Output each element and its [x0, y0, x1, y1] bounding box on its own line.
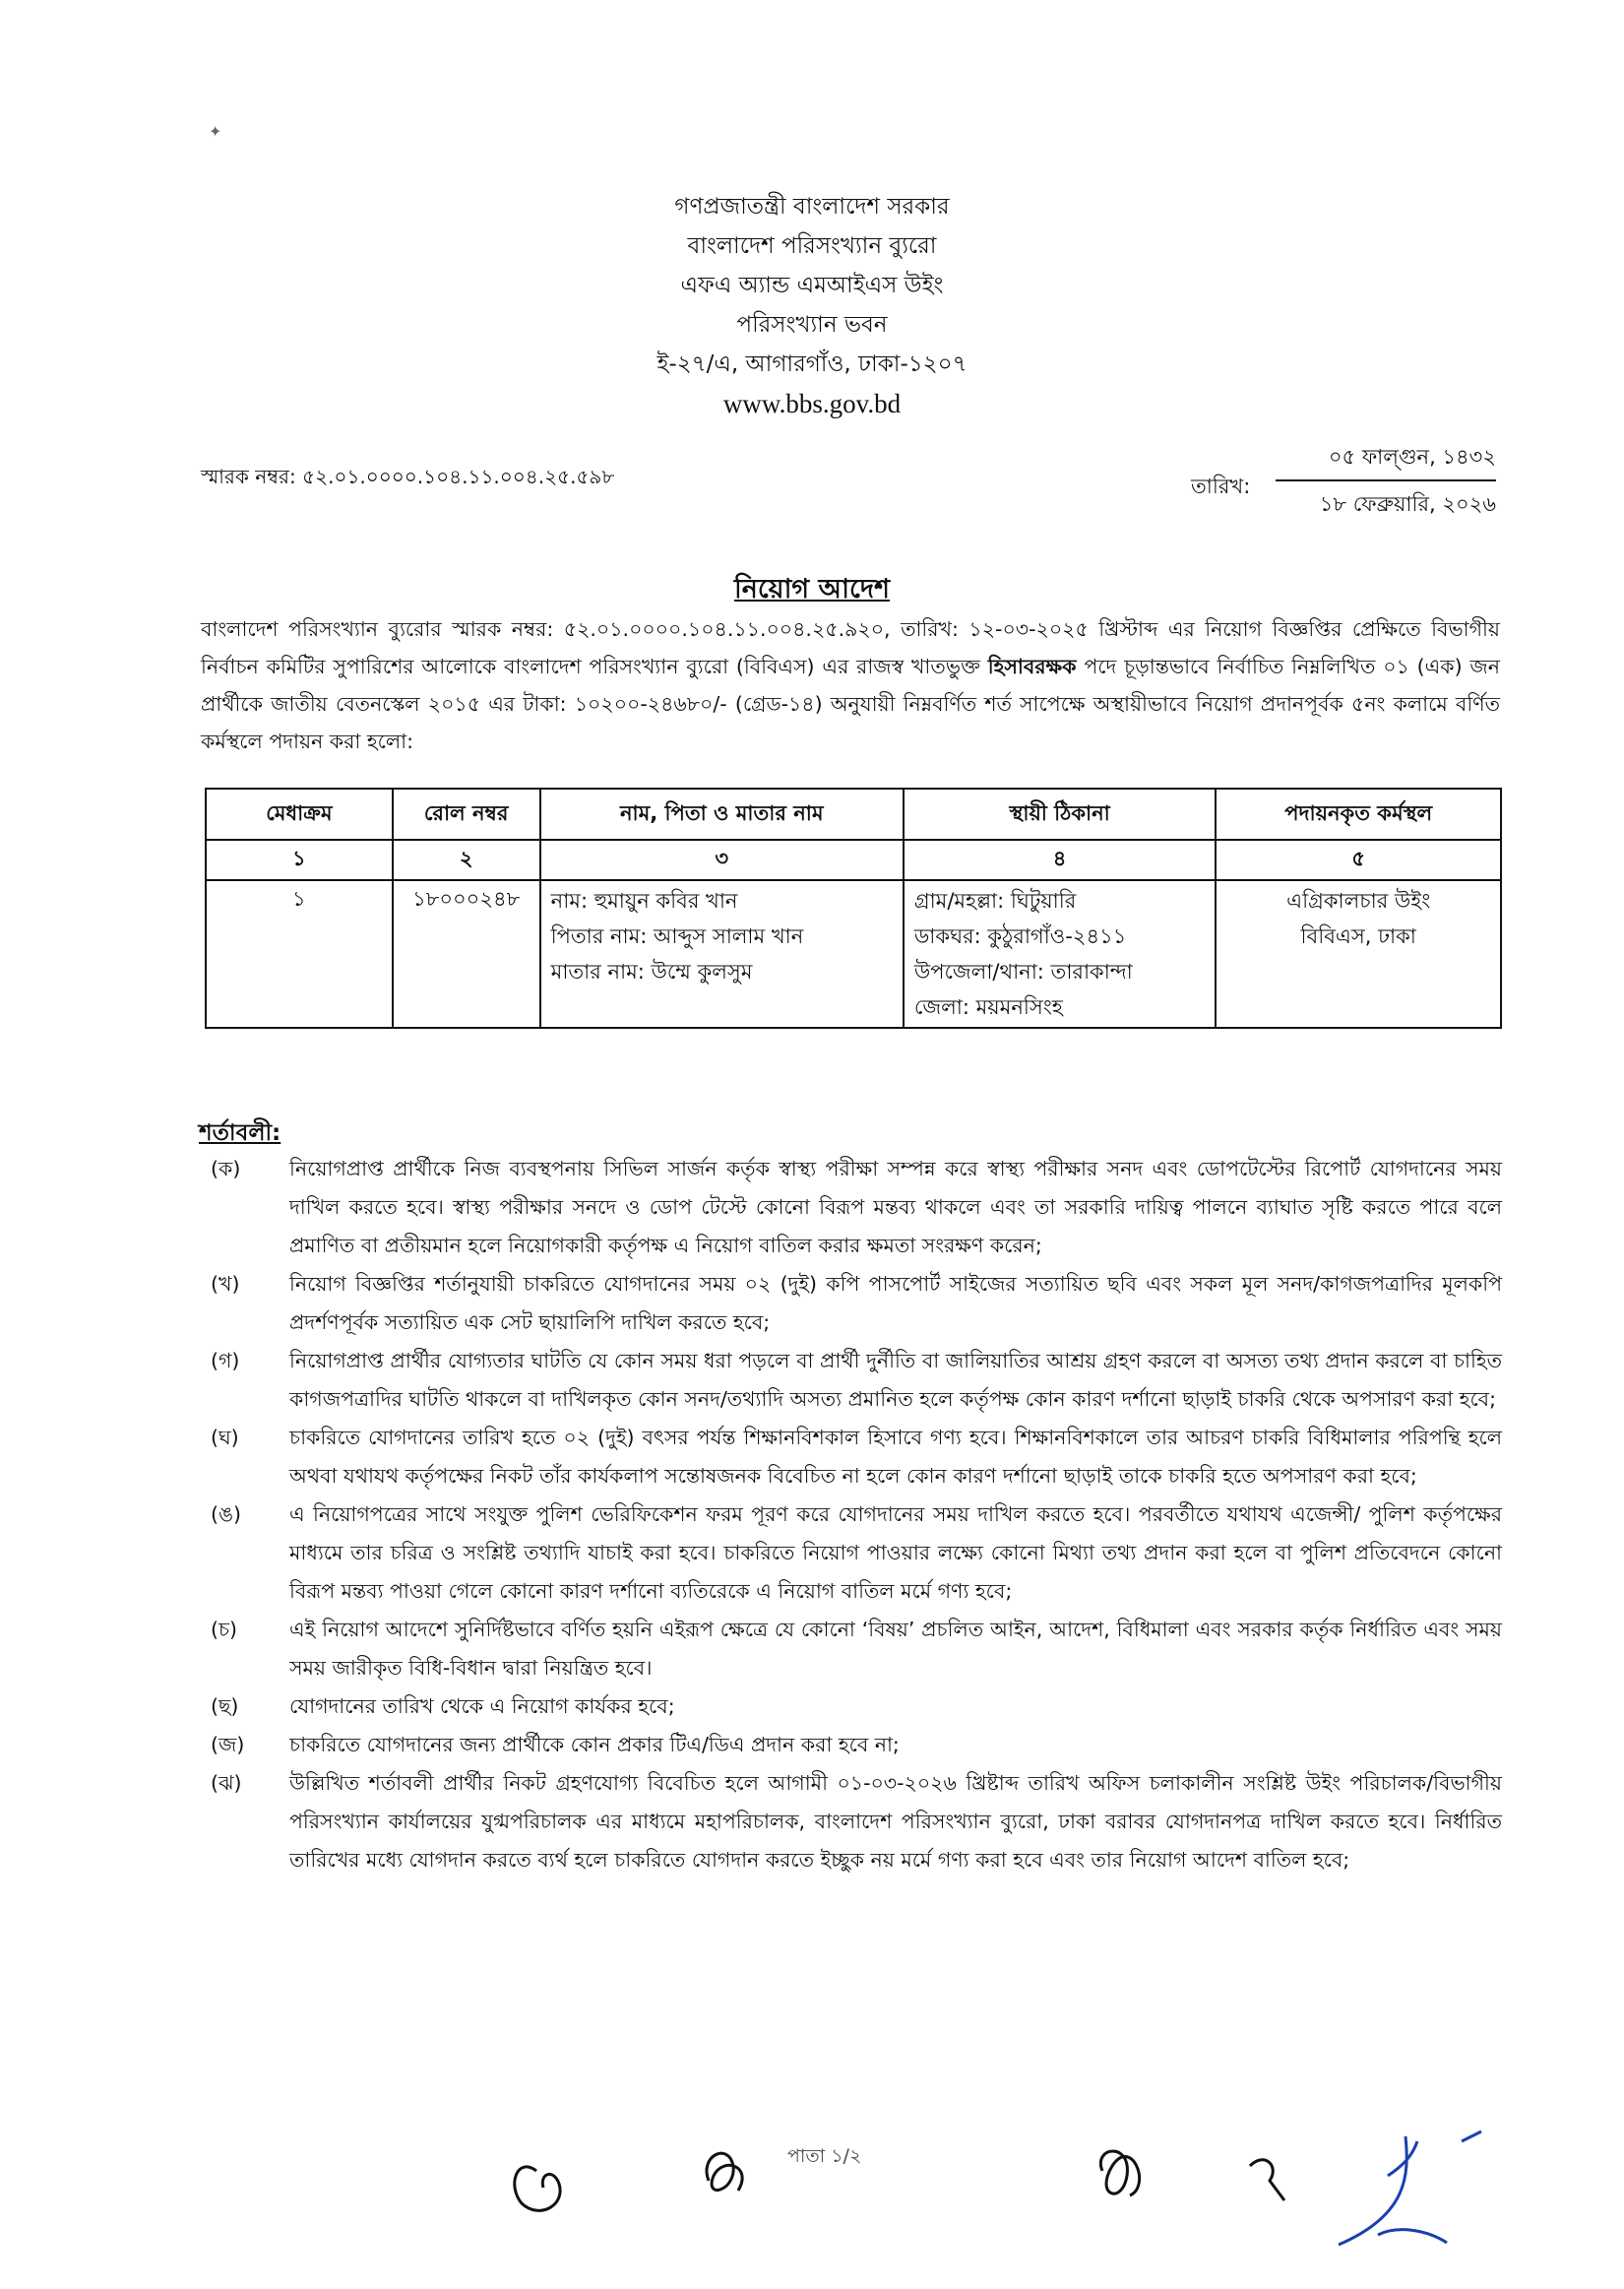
- condition-marker: (ঝ): [211, 1771, 242, 1795]
- condition-item: [201, 1342, 1502, 1419]
- initial-mark-1: [515, 2167, 560, 2210]
- page-title: নিয়োগ আদেশ: [733, 574, 891, 604]
- date-english: ১৮ ফেব্রুয়ারি, ২০২৬: [1319, 492, 1496, 516]
- condition-text: যোগদানের তারিখ থেকে এ নিয়োগ কার্যকর হবে;: [289, 1694, 675, 1718]
- header-workplace: পদায়নকৃত কর্মস্থল: [1216, 789, 1501, 840]
- condition-marker: (চ): [211, 1618, 238, 1641]
- cell-address: [904, 880, 1217, 1028]
- workplace-line1: এগ্রিকালচার উইং: [1286, 889, 1431, 913]
- conditions-list: [201, 1150, 1502, 1879]
- conditions-heading: শর্তাবলী:: [199, 1120, 281, 1146]
- condition-item: [201, 1419, 1502, 1495]
- initial-mark-3: [1100, 2151, 1139, 2195]
- address-district: জেলা: ময়মনসিংহ: [913, 995, 1063, 1019]
- condition-marker: (ঘ): [211, 1426, 239, 1449]
- condition-text: নিয়োগপ্রাপ্ত প্রার্থীকে নিজ ব্যবস্থপনায় সিভিল সার্জন কর্তৃক স্বাস্থ্য পরীক্ষা সম্পন্ন করে স্বাস্থ্য পরীক্ষার সনদ এবং ডোপটেস্টের রিপোর্ট যোগদানের সময় দাখিল করতে হবে। স্বাস্থ্য পরীক্ষার সনদে ও ডোপ টেস্টে কোনো বিরূপ মন্তব্য থাকলে এবং তা সরকারি দায়িত্ব পালনে ব্যাঘাত সৃষ্টি করতে পারে বলে প্রমাণিত বা প্রতীয়মান হলে নিয়োগকারী কর্তৃপক্ষ এ নিয়োগ বাতিল করার ক্ষমতা সংরক্ষণ করেন;: [289, 1157, 1502, 1257]
- date-block: [1191, 441, 1496, 530]
- handwritten-initials: [0, 2097, 1624, 2274]
- table-row: [206, 880, 1501, 1028]
- col-num-3: ৩: [540, 840, 904, 880]
- table-header-row: [206, 789, 1501, 840]
- col-num-4: ৪: [904, 840, 1217, 880]
- page-number: পাতা ১/২: [787, 2145, 862, 2167]
- initials-area: [0, 2097, 1624, 2274]
- col-num-1: ১: [206, 840, 393, 880]
- date-label: তারিখ:: [1191, 475, 1251, 498]
- cell-name: [540, 880, 904, 1028]
- condition-marker: (গ): [211, 1349, 240, 1372]
- intro-text-2: পদে চূড়ান্তভাবে নির্বাচিত নিম্নলিখিত ০১ (এক) জন প্রার্থীকে জাতীয় বেতনস্কেল ২০১৫ এর টাকা: ১০২০০-২৪৬৮০/- (গ্রেড-১৪) অনুযায়ী নিম্নবর্ণিত শর্ত সাপেক্ষে অস্থায়ীভাবে নিয়োগ প্রদানপূর্বক ৫নং কলামে বর্ণিত কর্মস্থলে পদায়ন করা হলো:: [201, 655, 1500, 753]
- condition-text: এ নিয়োগপত্রের সাথে সংযুক্ত পুলিশ ভেরিফিকেশন ফরম পূরণ করে যোগদানের সময় দাখিল করতে হবে। পরবর্তীতে যথাযথ এজেন্সী/ পুলিশ কর্তৃপক্ষের মাধ্যমে তার চরিত্র ও সংশ্লিষ্ট তথ্যাদি যাচাই করা হবে। চাকরিতে নিয়োগ পাওয়ার লক্ষ্যে কোনো মিথ্যা তথ্য প্রদান করা হলে বা পুলিশ প্রতিবেদনে কোনো বিরূপ মন্তব্য পাওয়া গেলে কোনো কারণ দর্শানো ব্যতিরেকে এ নিয়োগ বাতিল মর্মে গণ্য হবে;: [289, 1502, 1502, 1603]
- header-merit: মেধাক্রম: [206, 789, 393, 840]
- address-postoffice: ডাকঘর: কুঠুরাগাঁও-২৪১১: [913, 924, 1127, 948]
- building-name: পরিসংখ্যান ভবন: [736, 312, 888, 338]
- condition-marker: (খ): [211, 1272, 240, 1296]
- condition-text: চাকরিতে যোগদানের তারিখ হতে ০২ (দুই) বৎসর পর্যন্ত শিক্ষানবিশকাল হিসাবে গণ্য হবে। শিক্ষানবিশকালে তার আচরণ চাকরি বিধিমালার পরিপন্থি হলে অথবা যথাযথ কর্তৃপক্ষের নিকট তাঁর কার্যকলাপ সন্তোষজনক বিবেচিত না হলে কোন কারণ দর্শানো ছাড়াই তাকে চাকরি হতে অপসারণ করা হবে;: [289, 1426, 1502, 1488]
- father-name: পিতার নাম: আব্দুস সালাম খান: [550, 924, 804, 948]
- condition-marker: (ঙ): [211, 1502, 242, 1526]
- header-address: স্থায়ী ঠিকানা: [904, 789, 1217, 840]
- address-village: গ্রাম/মহল্লা: ঘিটুয়ারি: [913, 889, 1077, 913]
- condition-text: উল্লিখিত শর্তাবলী প্রার্থীর নিকট গ্রহণযোগ্য বিবেচিত হলে আগামী ০১-০৩-২০২৬ খ্রিষ্টাব্দ তারিখ অফিস চলাকালীন সংশ্লিষ্ট উইং পরিচালক/বিভাগীয় পরিসংখ্যান কার্যালয়ের যুগ্মপরিচালক এর মাধ্যমে মহাপরিচালক, বাংলাদেশ পরিসংখ্যান ব্যুরো, ঢাকা বরাবর যোগদানপত্র দাখিল করতে হবে। নির্ধারিত তারিখের মধ্যে যোগদান করতে ব্যর্থ হলে চাকরিতে যোগদান করতে ইচ্ছুক নয় মর্মে গণ্য করা হবে এবং তার নিয়োগ আদেশ বাতিল হবে;: [289, 1771, 1502, 1872]
- condition-marker: (জ): [211, 1733, 245, 1756]
- initial-mark-4: [1250, 2160, 1284, 2200]
- appointment-table: [205, 788, 1502, 1029]
- condition-item: [201, 1687, 1502, 1726]
- date-divider: [1276, 479, 1496, 481]
- column-number-row: [206, 840, 1501, 880]
- col-num-2: ২: [393, 840, 540, 880]
- condition-item: [201, 1495, 1502, 1611]
- condition-item: [201, 1726, 1502, 1764]
- condition-text: নিয়োগ বিজ্ঞপ্তির শর্তানুযায়ী চাকরিতে যোগদানের সময় ০২ (দুই) কপি পাসপোর্ট সাইজের সত্যায়িত ছবি এবং সকল মূল সনদ/কাগজপত্রাদির মূলকপি প্রদর্শণপূর্বক সত্যায়িত এক সেট ছায়ালিপি দাখিল করতে হবে;: [289, 1272, 1502, 1334]
- col-num-5: ৫: [1216, 840, 1501, 880]
- workplace-line2: বিবিএস, ঢাকা: [1300, 924, 1416, 948]
- condition-item: [201, 1764, 1502, 1879]
- initial-mark-2: [707, 2153, 742, 2191]
- government-name: গণপ্রজাতন্ত্রী বাংলাদেশ সরকার: [674, 194, 950, 220]
- cell-merit: ১: [206, 880, 393, 1028]
- condition-text: এই নিয়োগ আদেশে সুনির্দিষ্টভাবে বর্ণিত হয়নি এইরূপ ক্ষেত্রে যে কোনো ‘বিষয়’ প্রচলিত আইন, আদেশ, বিধিমালা এবং সরকার কর্তৃক নির্ধারিত এবং সময় সময় জারীকৃত বিধি-বিধান দ্বারা নিয়ন্ত্রিত হবে।: [289, 1618, 1502, 1680]
- condition-text: নিয়োগপ্রাপ্ত প্রার্থীর যোগ্যতার ঘাটতি যে কোন সময় ধরা পড়লে বা প্রার্থী দুর্নীতি বা জালিয়াতির আশ্রয় গ্রহণ করলে বা অসত্য তথ্য প্রদান করলে বা চাহিত কাগজপত্রাদির ঘাটতি থাকলে বা দাখিলকৃত কোন সনদ/তথ্যাদি অসত্য প্রমানিত হলে কর্তৃপক্ষ কোন কারণ দর্শানো ছাড়াই চাকরি থেকে অপসারণ করা হবে;: [289, 1349, 1502, 1411]
- intro-paragraph: [201, 610, 1500, 760]
- address: ই-২৭/এ, আগারগাঁও, ঢাকা-১২০৭: [656, 351, 968, 377]
- intro-text-1: বাংলাদেশ পরিসংখ্যান ব্যুরোর স্মারক নম্বর: ৫২.০১.০০০০.১০৪.১১.০০৪.২৫.৯২০, তারিখ: ১২-০৩-২০২৫ খ্রিস্টাব্দ এর নিয়োগ বিজ্ঞপ্তির প্রেক্ষিতে বিভাগীয় নির্বাচন কমিটির সুপারিশের আলোকে বাংলাদেশ পরিসংখ্যান ব্যুরো (বিবিএস) এর রাজস্ব খাতভুক্ত: [201, 617, 1500, 678]
- condition-text: চাকরিতে যোগদানের জন্য প্রার্থীকে কোন প্রকার টিএ/ডিএ প্রদান করা হবে না;: [289, 1733, 900, 1756]
- bureau-name: বাংলাদেশ পরিসংখ্যান ব্যুরো: [687, 233, 937, 259]
- header-name: নাম, পিতা ও মাতার নাম: [540, 789, 904, 840]
- letterhead: [0, 187, 1624, 423]
- initial-mark-5: [1339, 2131, 1481, 2245]
- website-link[interactable]: www.bbs.gov.bd: [722, 389, 902, 418]
- condition-marker: (ক): [211, 1157, 241, 1180]
- mother-name: মাতার নাম: উম্মে কুলসুম: [550, 960, 753, 984]
- header-roll: রোল নম্বর: [393, 789, 540, 840]
- date-bangla: ০৫ ফাল্গুন, ১৪৩২: [1328, 445, 1496, 469]
- condition-item: [201, 1150, 1502, 1265]
- condition-marker: (ছ): [211, 1694, 239, 1718]
- wing-name: এফএ অ্যান্ড এমআইএস উইং: [680, 273, 944, 298]
- post-name: হিসাবরক্ষক: [987, 655, 1077, 678]
- cell-workplace: [1216, 880, 1501, 1028]
- address-upazila: উপজেলা/থানা: তারাকান্দা: [913, 960, 1133, 984]
- memo-number: স্মারক নম্বর: ৫২.০১.০০০০.১০৪.১১.০০৪.২৫.৫৯৮: [201, 465, 615, 488]
- stray-mark: ✦: [209, 122, 222, 141]
- cell-roll: ১৮০০০২৪৮: [393, 880, 540, 1028]
- condition-item: [201, 1611, 1502, 1687]
- condition-item: [201, 1265, 1502, 1342]
- candidate-name: নাম: হুমায়ুন কবির খান: [550, 889, 738, 913]
